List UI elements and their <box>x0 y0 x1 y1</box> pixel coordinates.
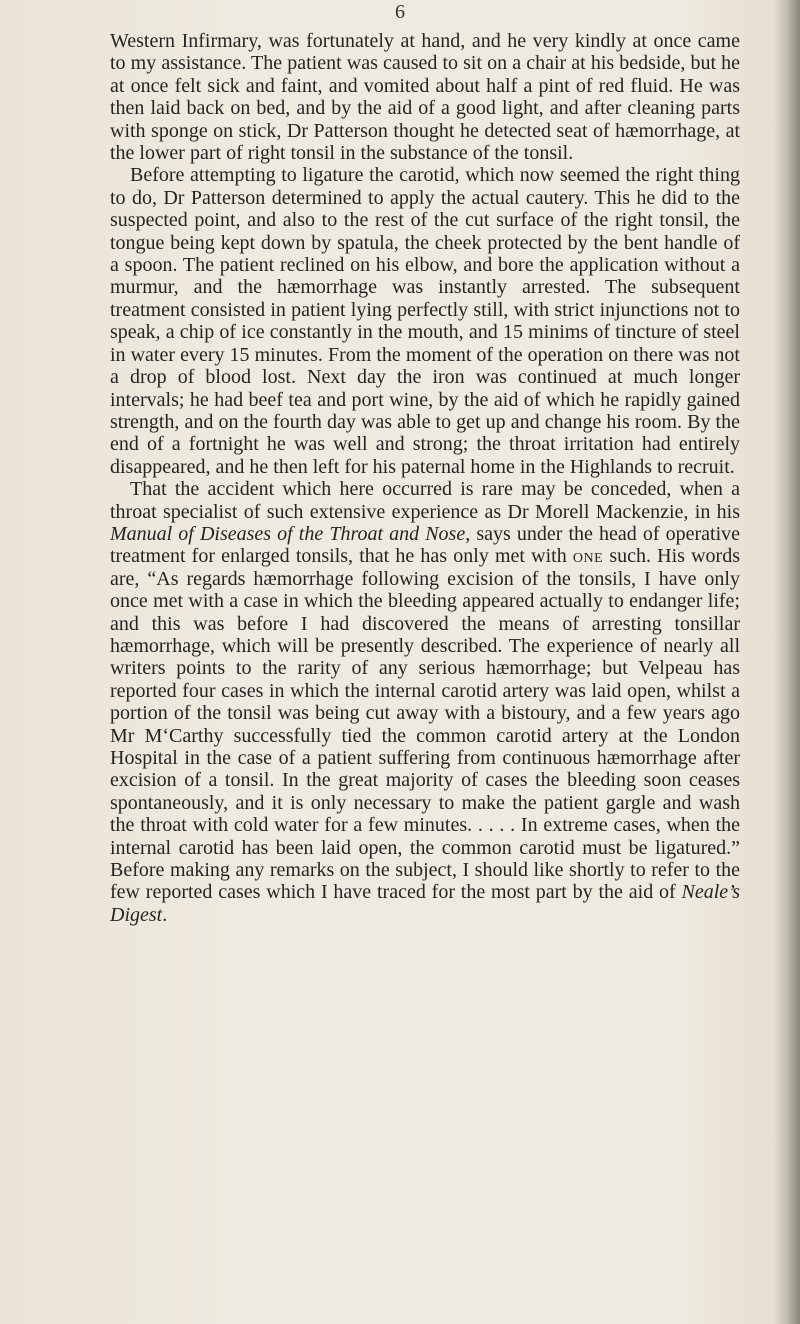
text-segment: Before attempting to ligature the carotid, which now seemed the right thing to do, Dr Patterson determined to apply the actual cautery. This he did to the suspected point, and also to the rest of the cut surface of the right tonsil, the tongue being kept down by spatula, the cheek protected by the bent handle of a spoon. The patient reclined on his elbow, and bore the application without a murmur, and the hæmorrhage was instantly arrested. The subsequent treatment consisted in patient lying perfectly still, with strict injunctions not to speak, a chip of ice constantly in the mouth, and 15 minims of tincture of steel in water every 15 minutes. From the moment of the operation on there was not a drop of blood lost. Next day the iron was continued at much longer intervals; he had beef tea and port wine, by the aid of which he rapidly gained strength, and on the fourth day was able to get up and change his room. By the end of a fortnight he was well and strong; the throat irritation had entirely disappeared, and he then left for his paternal home in the Highlands to recruit. <box>110 164 740 478</box>
page-edge-shadow <box>774 0 800 1324</box>
text-segment: Western Infirmary, was fortunately at hand, and he very kindly at once came to my assistance. The patient was caused to sit on a chair at his bedside, but he at once felt sick and faint, and vomited about half a pint of red fluid. He was then laid back on bed, and by the aid of a good light, and after cleaning parts with sponge on stick, Dr Patterson thought he detected seat of hæmorrhage, at the lower part of right tonsil in the substance of the tonsil. <box>110 30 740 165</box>
paragraph <box>110 478 740 926</box>
italic-text: Neale’s Digest <box>110 881 740 926</box>
smallcaps-text: one <box>572 545 604 568</box>
text-segment: . <box>162 903 168 926</box>
italic-text: Manual of Diseases of the Throat and Nose <box>110 522 466 545</box>
body-text <box>110 30 740 926</box>
text-segment: That the accident which here occurred is rare may be conceded, when a throat specialist of such extensive experience as Dr Morell Mackenzie, in his <box>110 478 740 523</box>
paragraph <box>110 30 740 164</box>
text-segment: , says under the head of operative treatment for enlarged tonsils, that he has only met with <box>110 522 741 568</box>
text-segment: such. His words are, “As regards hæmorrhage following excision of the tonsils, I have only once met with a case in which the bleeding appeared actually to endanger life; and this was before I had discovered the means of arresting tonsillar hæmorrhage, which will be presently described. The experience of nearly all writers points to the rarity of any serious hæmorrhage; but Velpeau has reported four cases in which the internal carotid artery was laid open, whilst a portion of the tonsil was being cut away with a bistoury, and a few years ago Mr M‘Carthy successfully tied the common carotid artery at the London Hospital in the case of a patient suffering from continuous hæmorrhage after excision of a tonsil. In the great majority of cases the bleeding soon ceases spontaneously, and it is only necessary to make the patient gargle and wash the throat with cold water for a few minutes. . . . . In extreme cases, when the internal carotid has been laid open, the common carotid must be ligatured.” Before making any remarks on the subject, I should like shortly to refer to the few reported cases which I have traced for the most part by the aid of <box>110 545 740 904</box>
paragraph <box>110 164 740 478</box>
page-number: 6 <box>395 1 405 23</box>
